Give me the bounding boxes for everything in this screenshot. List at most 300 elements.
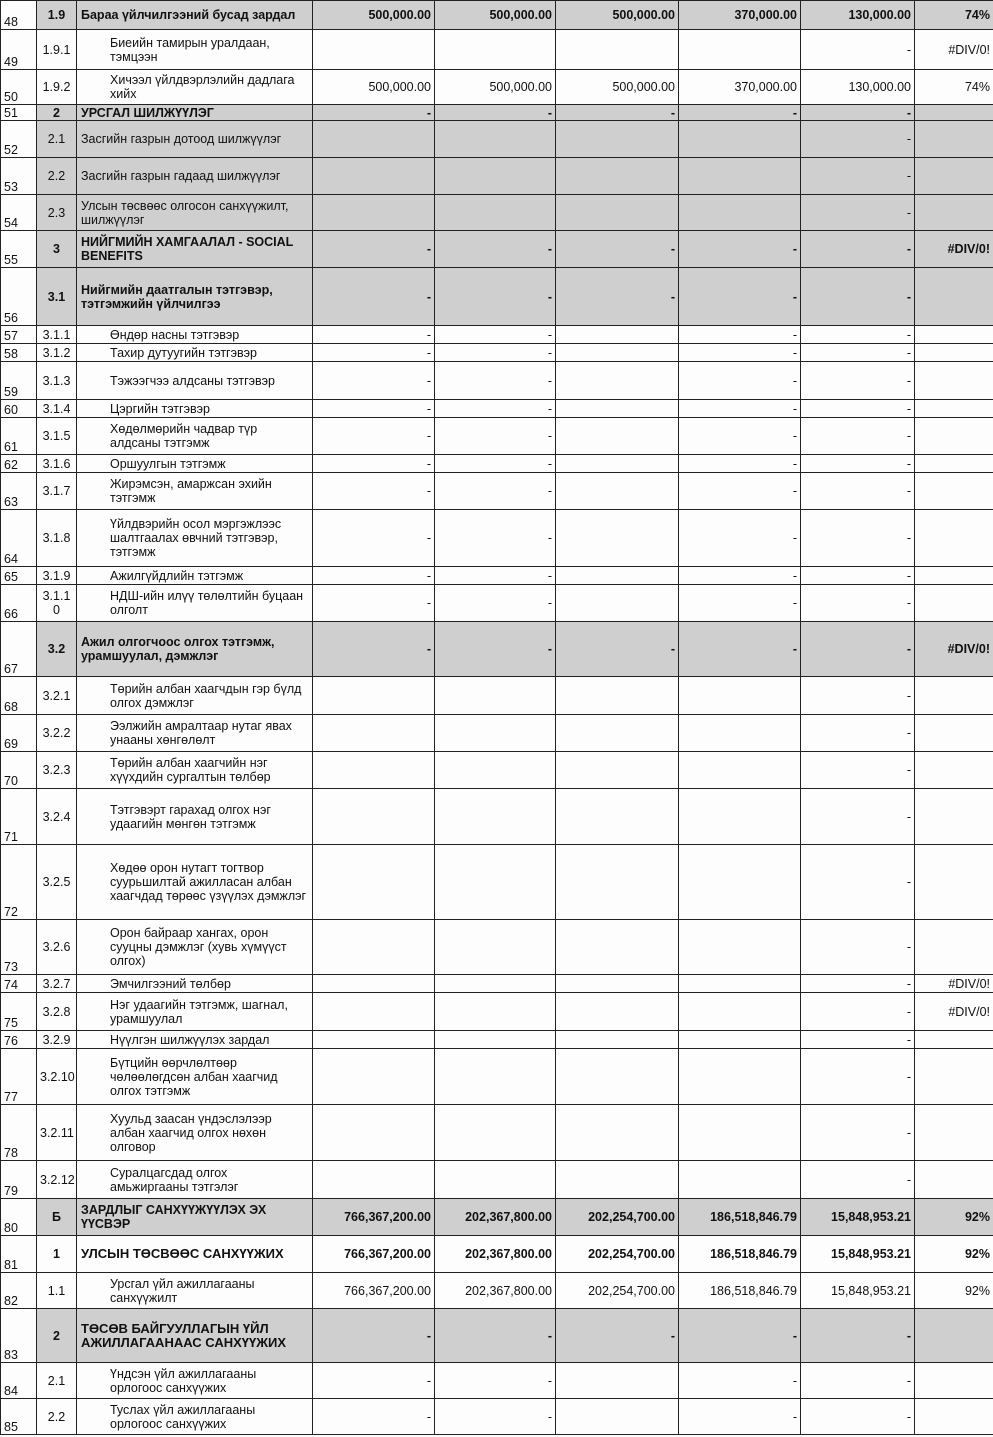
line-name: Ажил олгогчоос олгох тэтгэмж, урамшуулал, дэмжлэг: [77, 622, 313, 677]
row-number: 55: [1, 231, 37, 268]
period-plan: 202,367,800.00: [435, 1273, 556, 1309]
period-plan: [435, 993, 556, 1031]
line-name: Суралцагсдад олгох амьжиргааны тэтгэлэг: [77, 1161, 313, 1199]
period-plan: [435, 715, 556, 752]
line-name: УРСГАЛ ШИЛЖҮҮЛЭГ: [77, 105, 313, 121]
table-row: [1, 105, 993, 121]
financed-amount: 500,000.00: [556, 1, 679, 30]
financed-amount: 202,254,700.00: [556, 1273, 679, 1309]
period-plan: [435, 1105, 556, 1161]
execution-percent: 92%: [915, 1273, 993, 1309]
approved-budget: 766,367,200.00: [313, 1199, 435, 1236]
approved-budget: 766,367,200.00: [313, 1273, 435, 1309]
remaining-balance: -: [801, 715, 915, 752]
row-number: 76: [1, 1031, 37, 1049]
actual-spent: [679, 789, 801, 845]
approved-budget: -: [313, 622, 435, 677]
financed-amount: [556, 30, 679, 70]
execution-percent: [915, 1363, 993, 1399]
approved-budget: [313, 845, 435, 920]
table-row: [1, 326, 993, 344]
execution-percent: [915, 1049, 993, 1105]
approved-budget: -: [313, 1309, 435, 1363]
row-number: 54: [1, 195, 37, 231]
financed-amount: [556, 1031, 679, 1049]
approved-budget: -: [313, 567, 435, 585]
line-code: 3.1.2: [37, 344, 77, 362]
line-name: Хичээл үйлдвэрлэлийн дадлага хийх: [77, 70, 313, 105]
line-code: 3.1.5: [37, 418, 77, 455]
actual-spent: -: [679, 455, 801, 473]
actual-spent: -: [679, 326, 801, 344]
row-number: 64: [1, 510, 37, 567]
actual-spent: [679, 1161, 801, 1199]
approved-budget: [313, 677, 435, 715]
approved-budget: -: [313, 455, 435, 473]
actual-spent: -: [679, 567, 801, 585]
execution-percent: [915, 1161, 993, 1199]
row-number: 72: [1, 845, 37, 920]
table-row: [1, 195, 993, 231]
remaining-balance: -: [801, 1105, 915, 1161]
remaining-balance: 15,848,953.21: [801, 1273, 915, 1309]
table-row: [1, 585, 993, 622]
actual-spent: -: [679, 1399, 801, 1435]
actual-spent: [679, 920, 801, 975]
financed-amount: [556, 1161, 679, 1199]
line-name: Цэргийн тэтгэвэр: [77, 400, 313, 418]
line-name: Засгийн газрын гадаад шилжүүлэг: [77, 158, 313, 195]
approved-budget: -: [313, 326, 435, 344]
period-plan: -: [435, 326, 556, 344]
line-code: 2.1: [37, 1363, 77, 1399]
actual-spent: 186,518,846.79: [679, 1273, 801, 1309]
remaining-balance: -: [801, 455, 915, 473]
line-name: ТӨСӨВ БАЙГУУЛЛАГЫН ҮЙЛ АЖИЛЛАГААНААС САНХҮҮЖИХ: [77, 1309, 313, 1363]
line-code: 1.9.2: [37, 70, 77, 105]
financed-amount: [556, 418, 679, 455]
actual-spent: 370,000.00: [679, 70, 801, 105]
line-code: 3.1.8: [37, 510, 77, 567]
line-name: Өндөр насны тэтгэвэр: [77, 326, 313, 344]
period-plan: -: [435, 231, 556, 268]
row-number: 56: [1, 268, 37, 326]
financed-amount: [556, 362, 679, 400]
remaining-balance: -: [801, 1399, 915, 1435]
approved-budget: -: [313, 105, 435, 121]
line-name: Туслах үйл ажиллагааны орлогоос санхүүжих: [77, 1399, 313, 1435]
row-number: 62: [1, 455, 37, 473]
line-code: 3.2.7: [37, 975, 77, 993]
remaining-balance: -: [801, 1309, 915, 1363]
execution-percent: [915, 158, 993, 195]
financed-amount: [556, 993, 679, 1031]
remaining-balance: -: [801, 268, 915, 326]
row-number: 74: [1, 975, 37, 993]
actual-spent: [679, 975, 801, 993]
row-number: 50: [1, 70, 37, 105]
remaining-balance: -: [801, 585, 915, 622]
approved-budget: -: [313, 1399, 435, 1435]
financed-amount: 202,254,700.00: [556, 1199, 679, 1236]
actual-spent: 186,518,846.79: [679, 1199, 801, 1236]
period-plan: -: [435, 400, 556, 418]
period-plan: 500,000.00: [435, 1, 556, 30]
period-plan: [435, 158, 556, 195]
approved-budget: [313, 975, 435, 993]
line-code: 1.9: [37, 1, 77, 30]
actual-spent: -: [679, 362, 801, 400]
line-code: 3.1.9: [37, 567, 77, 585]
line-code: 3.1.7: [37, 473, 77, 510]
actual-spent: -: [679, 1309, 801, 1363]
execution-percent: [915, 455, 993, 473]
financed-amount: [556, 975, 679, 993]
execution-percent: [915, 920, 993, 975]
execution-percent: 74%: [915, 70, 993, 105]
line-code: 3.2.3: [37, 752, 77, 789]
line-code: 3.1.4: [37, 400, 77, 418]
execution-percent: #DIV/0!: [915, 30, 993, 70]
execution-percent: [915, 567, 993, 585]
remaining-balance: -: [801, 105, 915, 121]
line-code: 3.1.6: [37, 455, 77, 473]
table-row: [1, 1105, 993, 1161]
period-plan: [435, 195, 556, 231]
execution-percent: [915, 195, 993, 231]
remaining-balance: -: [801, 993, 915, 1031]
line-code: 2: [37, 1309, 77, 1363]
row-number: 73: [1, 920, 37, 975]
financed-amount: [556, 158, 679, 195]
approved-budget: [313, 993, 435, 1031]
table-row: [1, 975, 993, 993]
line-name: Хуульд заасан үндэслэлээр албан хаагчид олгох нөхөн олговор: [77, 1105, 313, 1161]
period-plan: 500,000.00: [435, 70, 556, 105]
remaining-balance: -: [801, 400, 915, 418]
execution-percent: [915, 677, 993, 715]
period-plan: [435, 1031, 556, 1049]
remaining-balance: -: [801, 121, 915, 158]
approved-budget: -: [313, 510, 435, 567]
financed-amount: -: [556, 622, 679, 677]
period-plan: -: [435, 567, 556, 585]
line-name: Жирэмсэн, амаржсан эхийн тэтгэмж: [77, 473, 313, 510]
line-name: Төрийн албан хаагчдын гэр бүлд олгох дэмжлэг: [77, 677, 313, 715]
row-number: 63: [1, 473, 37, 510]
table-row: [1, 121, 993, 158]
row-number: 84: [1, 1363, 37, 1399]
actual-spent: [679, 845, 801, 920]
financed-amount: [556, 455, 679, 473]
execution-percent: [915, 418, 993, 455]
actual-spent: [679, 1105, 801, 1161]
actual-spent: [679, 121, 801, 158]
period-plan: [435, 920, 556, 975]
line-name: Нийгмийн даатгалын тэтгэвэр, тэтгэмжийн үйлчилгээ: [77, 268, 313, 326]
table-row: [1, 752, 993, 789]
table-row: [1, 715, 993, 752]
approved-budget: [313, 789, 435, 845]
financed-amount: -: [556, 1309, 679, 1363]
table-row: [1, 70, 993, 105]
line-code: 2.2: [37, 158, 77, 195]
approved-budget: [313, 30, 435, 70]
actual-spent: -: [679, 400, 801, 418]
line-name: Нэг удаагийн тэтгэмж, шагнал, урамшуулал: [77, 993, 313, 1031]
line-name: Төрийн албан хаагчийн нэг хүүхдийн сургалтын төлбөр: [77, 752, 313, 789]
remaining-balance: -: [801, 158, 915, 195]
remaining-balance: -: [801, 567, 915, 585]
execution-percent: 92%: [915, 1236, 993, 1273]
financed-amount: [556, 121, 679, 158]
remaining-balance: -: [801, 473, 915, 510]
actual-spent: -: [679, 622, 801, 677]
line-name: Урсгал үйл ажиллагааны санхүүжилт: [77, 1273, 313, 1309]
row-number: 48: [1, 1, 37, 30]
line-name: Бүтцийн өөрчлөлтөөр чөлөөлөгдсөн албан хаагчид олгох тэтгэмж: [77, 1049, 313, 1105]
line-name: Улсын төсвөөс олгосон санхүүжилт, шилжүүлэг: [77, 195, 313, 231]
line-code: 3.2.9: [37, 1031, 77, 1049]
table-row: [1, 1273, 993, 1309]
table-row: [1, 344, 993, 362]
actual-spent: -: [679, 105, 801, 121]
period-plan: -: [435, 455, 556, 473]
line-name: Ээлжийн амралтаар нутаг явах унааны хөнгөлөлт: [77, 715, 313, 752]
table-row: [1, 268, 993, 326]
execution-percent: [915, 510, 993, 567]
row-number: 85: [1, 1399, 37, 1435]
execution-percent: [915, 752, 993, 789]
line-code: 3.2.6: [37, 920, 77, 975]
row-number: 70: [1, 752, 37, 789]
execution-percent: [915, 1105, 993, 1161]
financed-amount: [556, 567, 679, 585]
remaining-balance: -: [801, 677, 915, 715]
financed-amount: [556, 789, 679, 845]
financed-amount: [556, 344, 679, 362]
remaining-balance: -: [801, 231, 915, 268]
remaining-balance: -: [801, 920, 915, 975]
period-plan: [435, 1161, 556, 1199]
row-number: 75: [1, 993, 37, 1031]
execution-percent: [915, 1399, 993, 1435]
remaining-balance: -: [801, 30, 915, 70]
actual-spent: [679, 158, 801, 195]
table-row: [1, 158, 993, 195]
remaining-balance: -: [801, 789, 915, 845]
table-row: [1, 418, 993, 455]
line-code: 3.1: [37, 268, 77, 326]
table-body: [1, 1, 993, 1435]
row-number: 83: [1, 1309, 37, 1363]
execution-percent: [915, 268, 993, 326]
period-plan: [435, 752, 556, 789]
line-code: 3.2.5: [37, 845, 77, 920]
table-row: [1, 473, 993, 510]
financed-amount: 500,000.00: [556, 70, 679, 105]
execution-percent: [915, 1309, 993, 1363]
execution-percent: [915, 789, 993, 845]
period-plan: [435, 975, 556, 993]
line-name: ЗАРДЛЫГ САНХҮҮЖҮҮЛЭХ ЭХ ҮҮСВЭР: [77, 1199, 313, 1236]
execution-percent: [915, 344, 993, 362]
period-plan: -: [435, 418, 556, 455]
remaining-balance: 15,848,953.21: [801, 1236, 915, 1273]
table-row: [1, 455, 993, 473]
execution-percent: #DIV/0!: [915, 231, 993, 268]
actual-spent: 370,000.00: [679, 1, 801, 30]
execution-percent: [915, 1031, 993, 1049]
table-row: [1, 231, 993, 268]
table-row: [1, 567, 993, 585]
approved-budget: [313, 920, 435, 975]
period-plan: -: [435, 105, 556, 121]
remaining-balance: -: [801, 1161, 915, 1199]
actual-spent: -: [679, 585, 801, 622]
line-code: 3.2.10: [37, 1049, 77, 1105]
approved-budget: -: [313, 268, 435, 326]
actual-spent: -: [679, 418, 801, 455]
approved-budget: 500,000.00: [313, 70, 435, 105]
approved-budget: -: [313, 585, 435, 622]
period-plan: -: [435, 1309, 556, 1363]
actual-spent: [679, 1031, 801, 1049]
line-code: 3.1.1 0: [37, 585, 77, 622]
table-row: [1, 920, 993, 975]
table-row: [1, 993, 993, 1031]
period-plan: -: [435, 585, 556, 622]
table-row: [1, 400, 993, 418]
row-number: 80: [1, 1199, 37, 1236]
approved-budget: -: [313, 1363, 435, 1399]
execution-percent: [915, 400, 993, 418]
row-number: 66: [1, 585, 37, 622]
table-row: [1, 622, 993, 677]
remaining-balance: -: [801, 362, 915, 400]
approved-budget: -: [313, 473, 435, 510]
line-code: 2.2: [37, 1399, 77, 1435]
financed-amount: [556, 510, 679, 567]
execution-percent: [915, 362, 993, 400]
approved-budget: [313, 1049, 435, 1105]
actual-spent: [679, 1049, 801, 1105]
approved-budget: -: [313, 400, 435, 418]
line-code: 2.3: [37, 195, 77, 231]
period-plan: 202,367,800.00: [435, 1236, 556, 1273]
row-number: 59: [1, 362, 37, 400]
table-row: [1, 1199, 993, 1236]
line-name: Үйлдвэрийн осол мэргэжлээс шалтгаалах өвчний тэтгэвэр, тэтгэмж: [77, 510, 313, 567]
actual-spent: -: [679, 268, 801, 326]
table-row: [1, 1161, 993, 1199]
period-plan: [435, 1049, 556, 1105]
approved-budget: -: [313, 418, 435, 455]
line-code: 1: [37, 1236, 77, 1273]
financed-amount: [556, 400, 679, 418]
remaining-balance: -: [801, 1049, 915, 1105]
table-row: [1, 1236, 993, 1273]
approved-budget: -: [313, 362, 435, 400]
table-row: [1, 362, 993, 400]
line-name: Биеийн тамирын уралдаан, тэмцээн: [77, 30, 313, 70]
approved-budget: 766,367,200.00: [313, 1236, 435, 1273]
remaining-balance: -: [801, 344, 915, 362]
actual-spent: [679, 752, 801, 789]
row-number: 77: [1, 1049, 37, 1105]
line-code: 2.1: [37, 121, 77, 158]
line-name: Тэжээгчээ алдсаны тэтгэвэр: [77, 362, 313, 400]
line-name: НИЙГМИЙН ХАМГААЛАЛ - SOCIAL BENEFITS: [77, 231, 313, 268]
financed-amount: -: [556, 231, 679, 268]
financed-amount: [556, 752, 679, 789]
table-row: [1, 1031, 993, 1049]
period-plan: 202,367,800.00: [435, 1199, 556, 1236]
approved-budget: [313, 121, 435, 158]
actual-spent: -: [679, 231, 801, 268]
line-name: Эмчилгээний төлбөр: [77, 975, 313, 993]
financed-amount: [556, 326, 679, 344]
line-code: 3.2.1: [37, 677, 77, 715]
row-number: 61: [1, 418, 37, 455]
execution-percent: #DIV/0!: [915, 622, 993, 677]
financed-amount: [556, 585, 679, 622]
financed-amount: [556, 845, 679, 920]
financed-amount: [556, 1399, 679, 1435]
period-plan: -: [435, 362, 556, 400]
remaining-balance: 130,000.00: [801, 70, 915, 105]
row-number: 69: [1, 715, 37, 752]
line-name: Орон байраар хангах, орон сууцны дэмжлэг (хувь хүмүүст олгох): [77, 920, 313, 975]
remaining-balance: -: [801, 326, 915, 344]
line-code: 2: [37, 105, 77, 121]
remaining-balance: -: [801, 752, 915, 789]
line-name: Тэтгэвэрт гарахад олгох нэг удаагийн мөнгөн тэтгэмж: [77, 789, 313, 845]
remaining-balance: 130,000.00: [801, 1, 915, 30]
line-name: Ажилгүйдлийн тэтгэмж: [77, 567, 313, 585]
execution-percent: [915, 105, 993, 121]
period-plan: -: [435, 268, 556, 326]
remaining-balance: -: [801, 622, 915, 677]
period-plan: -: [435, 510, 556, 567]
line-code: 3.2.2: [37, 715, 77, 752]
line-code: Б: [37, 1199, 77, 1236]
row-number: 79: [1, 1161, 37, 1199]
line-name: Үндсэн үйл ажиллагааны орлогоос санхүүжих: [77, 1363, 313, 1399]
line-code: 3.1.1: [37, 326, 77, 344]
actual-spent: [679, 677, 801, 715]
line-code: 3.2.8: [37, 993, 77, 1031]
period-plan: [435, 845, 556, 920]
actual-spent: [679, 30, 801, 70]
approved-budget: [313, 195, 435, 231]
row-number: 78: [1, 1105, 37, 1161]
period-plan: -: [435, 1363, 556, 1399]
financed-amount: [556, 715, 679, 752]
table-row: [1, 1049, 993, 1105]
line-code: 3.2: [37, 622, 77, 677]
remaining-balance: -: [801, 510, 915, 567]
remaining-balance: -: [801, 1363, 915, 1399]
financed-amount: [556, 195, 679, 231]
approved-budget: -: [313, 344, 435, 362]
line-name: Оршуулгын тэтгэмж: [77, 455, 313, 473]
execution-percent: [915, 715, 993, 752]
execution-percent: [915, 473, 993, 510]
financed-amount: -: [556, 268, 679, 326]
actual-spent: -: [679, 473, 801, 510]
table-row: [1, 789, 993, 845]
